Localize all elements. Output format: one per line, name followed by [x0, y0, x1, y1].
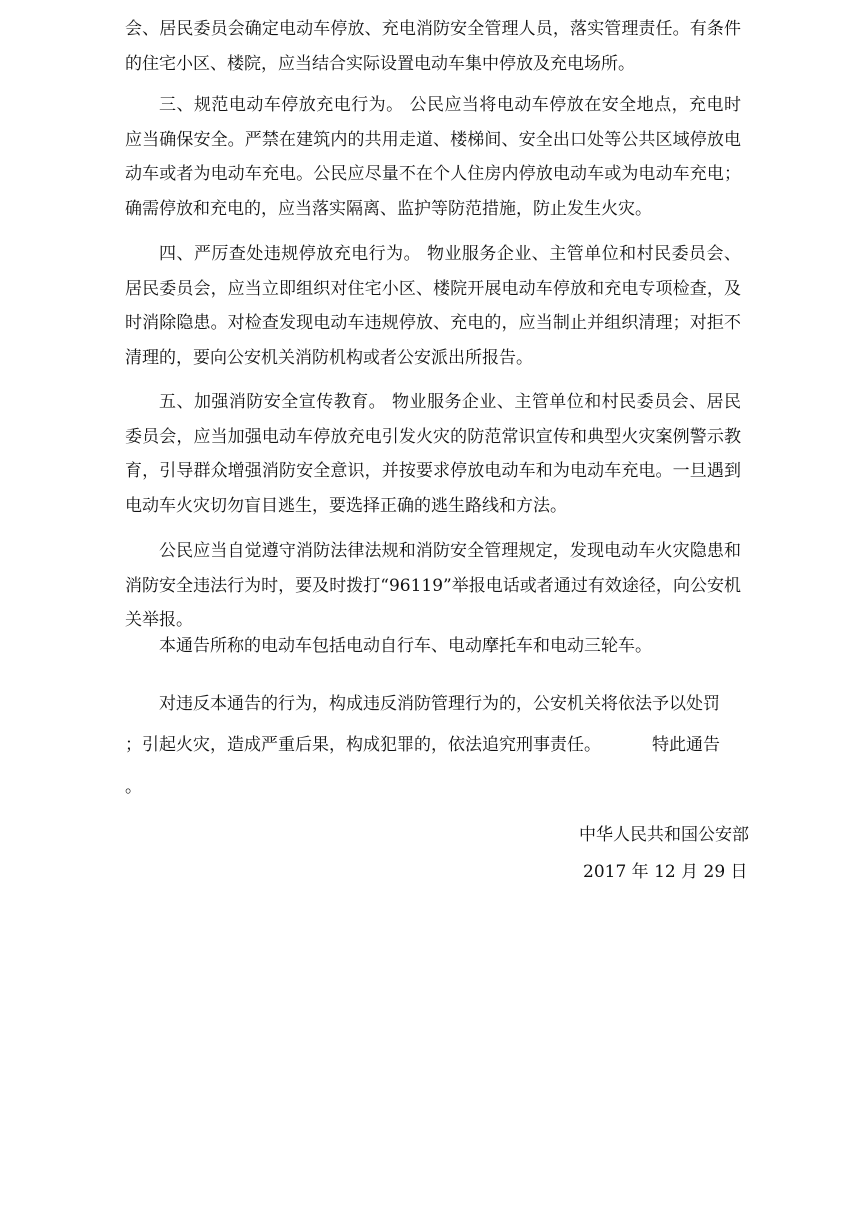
- section-heading: 四、严厉查处违规停放充电行为。: [159, 244, 422, 264]
- paragraph-text: 本通告所称的电动车包括电动自行车、电动摩托车和电动三轮车。: [159, 636, 652, 656]
- issue-date: 2017 年 12 月 29 日: [583, 862, 748, 882]
- closing-phrase: 特此通告: [652, 735, 720, 755]
- penalty-line-1: 对违反本通告的行为，构成违反消防管理行为的，公安机关将依法予以处罚: [159, 694, 720, 714]
- issuer-name: 中华人民共和国公安部: [579, 825, 749, 845]
- paragraph-report: [125, 534, 741, 638]
- paragraph-continued: [125, 12, 741, 81]
- paragraph-text: 公民应当自觉遵守消防法律法规和消防安全管理规定，发现电动车火灾隐患和消防安全违法行为时，要及时拨打“96119”举报电话或者通过有效途径，向公安机关举报。: [125, 541, 741, 630]
- section-heading: 三、规范电动车停放充电行为。: [159, 95, 404, 115]
- paragraph-section-5: [125, 385, 741, 523]
- paragraph-section-4: [125, 237, 741, 375]
- section-heading: 五、加强消防安全宣传教育。: [159, 392, 387, 412]
- penalty-line-3: 。: [125, 777, 142, 797]
- penalty-line-2: ；引起火灾，造成严重后果，构成犯罪的，依法追究刑事责任。: [125, 735, 601, 755]
- paragraph-text: 会、居民委员会确定电动车停放、充电消防安全管理人员，落实管理责任。有条件的住宅小区、楼院，应当结合实际设置电动车集中停放及充电场所。: [125, 19, 741, 74]
- paragraph-text: 物业服务企业、主管单位和村民委员会、居民委员会，应当加强电动车停放充电引发火灾的防范常识宣传和典型火灾案例警示教育，引导群众增强消防安全意识，并按要求停放电动车和为电动车充电。一旦遇到电动车火灾切勿盲目逃生，要选择正确的逃生路线和方法。: [125, 392, 742, 516]
- paragraph-section-3: [125, 88, 741, 226]
- paragraph-definition: [125, 629, 741, 664]
- paragraph-text: 公民应当将电动车停放在安全地点，充电时应当确保安全。严禁在建筑内的共用走道、楼梯间、安全出口处等公共区域停放电动车或者为电动车充电。公民应尽量不在个人住房内停放电动车或为电动车充电；确需停放和充电的，应当落实隔离、监护等防范措施，防止发生火灾。: [125, 95, 742, 219]
- paragraph-text: 物业服务企业、主管单位和村民委员会、居民委员会，应当立即组织对住宅小区、楼院开展电动车停放和充电专项检查，及时消除隐患。对检查发现电动车违规停放、充电的，应当制止并组织清理；对拒不清理的，要向公安机关消防机构或者公安派出所报告。: [125, 244, 742, 368]
